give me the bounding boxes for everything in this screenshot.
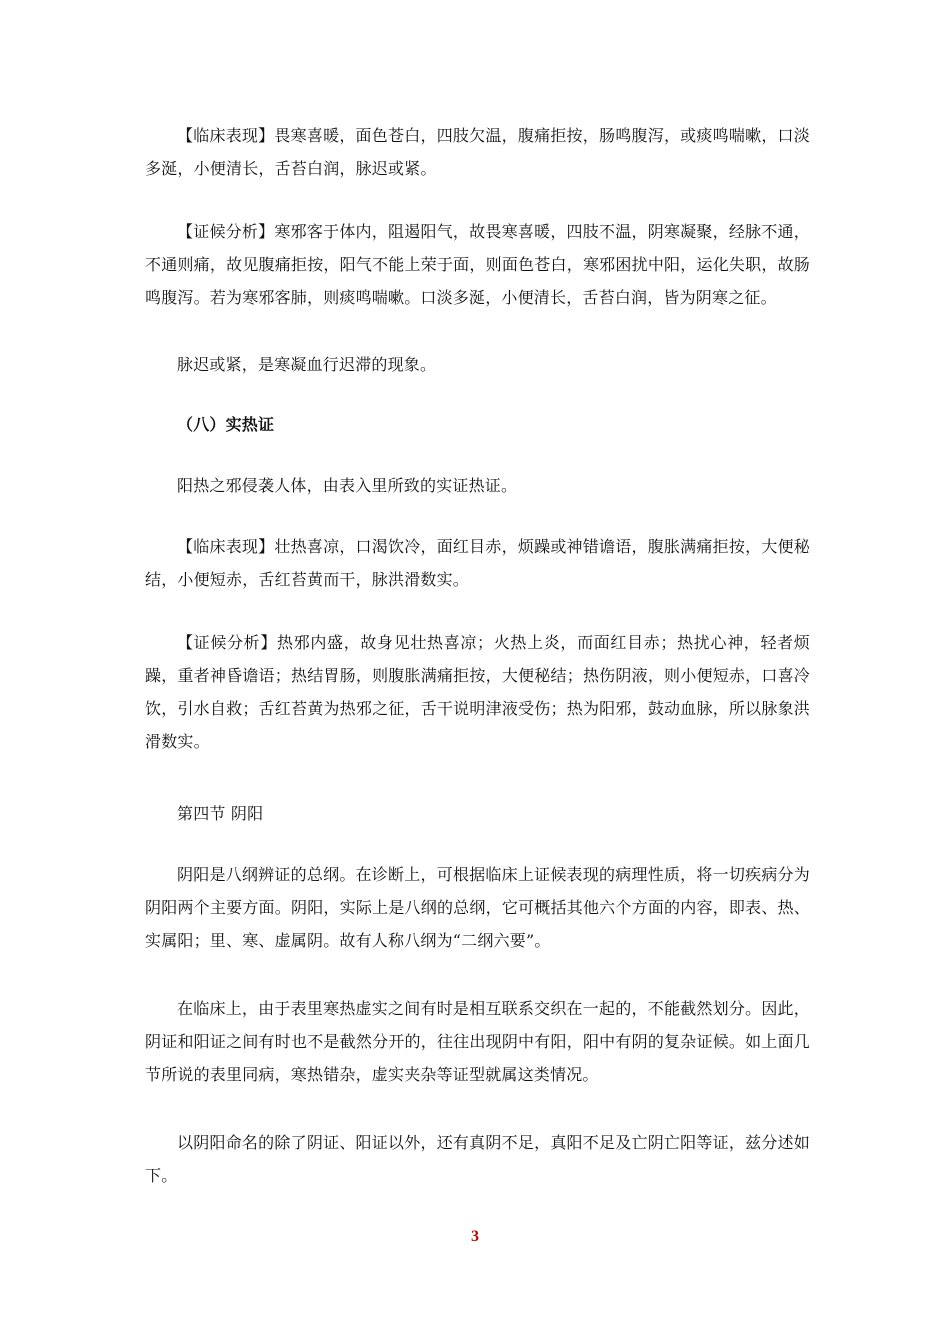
paragraph-excess-heat-definition: 阳热之邪侵袭人体，由表入里所致的实证热证。 [177,476,518,495]
page-number: 3 [471,1228,479,1245]
paragraph-pulse-note: 脉迟或紧，是寒凝血行迟滞的现象。 [177,355,437,374]
paragraph-clinical-manifestation-heat: 【临床表现】壮热喜凉，口渴饮冷，面红目赤，烦躁或神错谵语，腹胀满痛拒按，大便秘结，小便短赤，舌红苔黄而干，脉洪滑数实。 [145,537,810,589]
paragraph-yin-yang-overview: 阴阳是八纲辨证的总纲。在诊断上，可根据临床上证候表现的病理性质，将一切疾病分为阴阳两个主要方面。阴阳，实际上是八纲的总纲，它可概括其他六个方面的内容，即表、热、实属阳；里、寒、虚属阴。故有人称八纲为“二纲六要”。 [145,865,810,950]
section-heading-excess-heat: （八）实热证 [177,415,275,434]
paragraph-yin-yang-naming: 以阴阳命名的除了阴证、阳证以外，还有真阴不足，真阳不足及亡阴亡阳等证，兹分述如下。 [145,1133,810,1185]
paragraph-syndrome-analysis-cold: 【证候分析】寒邪客于体内，阻遏阳气，故畏寒喜暖，四肢不温，阴寒凝聚，经脉不通，不通则痛，故见腹痛拒按，阳气不能上荣于面，则面色苍白，寒邪困扰中阳，运化失职，故肠鸣腹泻。若为寒邪客肺，则痰鸣喘嗽。口淡多涎，小便清长，舌苔白润，皆为阴寒之征。 [145,222,810,307]
paragraph-clinical-manifestation-cold: 【临床表现】畏寒喜暖，面色苍白，四肢欠温，腹痛拒按，肠鸣腹泻，或痰鸣喘嗽，口淡多涎，小便清长，舌苔白润，脉迟或紧。 [145,126,810,178]
section-heading-yin-yang: 第四节 阴阳 [177,804,264,823]
paragraph-clinical-complexity: 在临床上，由于表里寒热虚实之间有时是相互联系交织在一起的，不能截然划分。因此，阴证和阳证之间有时也不是截然分开的，往往出现阴中有阳，阳中有阴的复杂证候。如上面几节所说的表里同病，寒热错杂，虚实夹杂等证型就属这类情况。 [145,999,810,1084]
paragraph-syndrome-analysis-heat: 【证候分析】热邪内盛，故身见壮热喜凉；火热上炎，而面红目赤；热扰心神，轻者烦躁，重者神昏谵语；热结胃肠，则腹胀满痛拒按，大便秘结；热伤阴液，则小便短赤，口喜冷饮，引水自救；舌红苔黄为热邪之征，舌干说明津液受伤；热为阳邪，鼓动血脉，所以脉象洪滑数实。 [145,633,810,751]
